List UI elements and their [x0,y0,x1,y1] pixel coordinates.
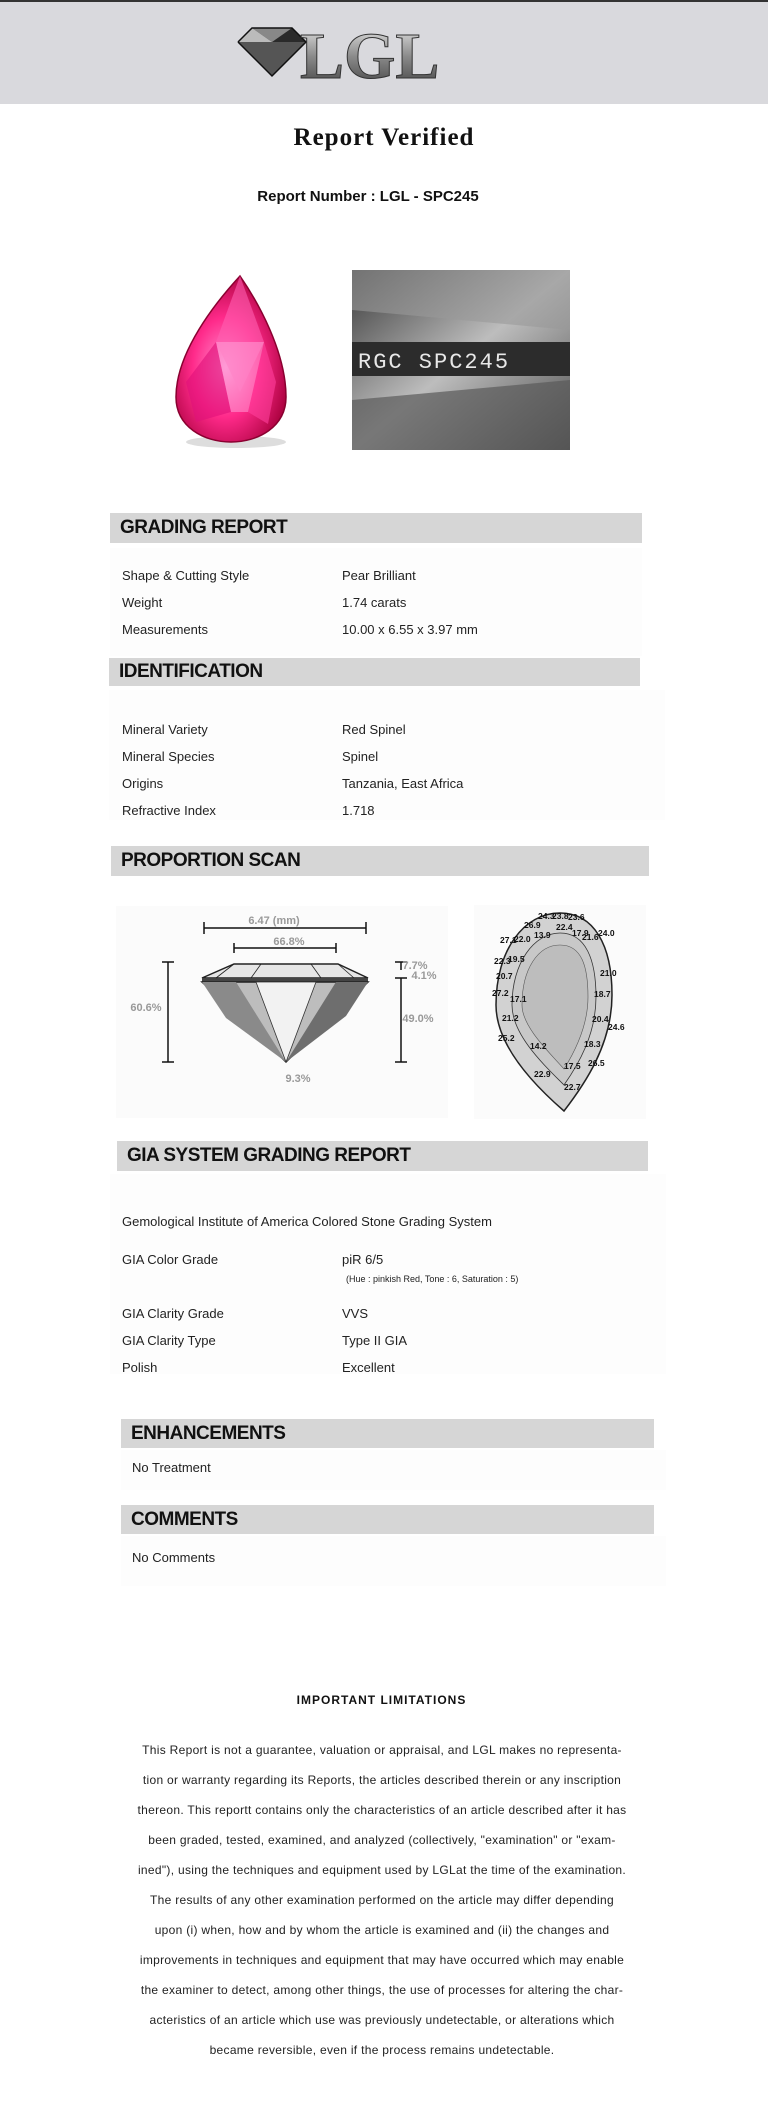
facet-value: 22.0 [514,934,531,944]
identification-label: Origins [122,776,164,791]
facet-value: 26.5 [588,1058,605,1068]
facet-value: 22.7 [564,1082,581,1092]
diamond-icon [238,28,306,76]
facet-value: 21.2 [502,1013,519,1023]
grading-value: 10.00 x 6.55 x 3.97 mm [342,622,478,637]
limitations-line: been graded, tested, examined, and analyzed (collectively, "examination" or "exam- [148,1833,616,1847]
profile-pavilion-label: 49.0% [402,1013,434,1025]
enhancements-heading: ENHANCEMENTS [121,1419,654,1448]
identification-label: Refractive Index [122,803,216,818]
limitations-text [112,1735,652,2065]
facet-value: 17.5 [564,1061,581,1071]
profile-girdle-label: 4.1% [411,970,437,982]
identification-value: Spinel [342,749,379,764]
grading-label: Measurements [122,622,208,637]
limitations-line: acteristics of an article which use was previously undetectable, or alterations which [149,2013,615,2027]
gem-photo [136,272,324,458]
limitations-line: tion or warranty regarding its Reports, the articles described therein or any inscription [142,1773,622,1787]
facet-value: 23.8 [552,911,569,921]
profile-crown-label: 7.7% [402,960,428,972]
inscription-text: RGC SPC245 [358,350,511,375]
limitations-line: became reversible, even if the process remains undetectable. [209,2043,555,2057]
gia-color-note: (Hue : pinkish Red, Tone : 6, Saturation : 5) [346,1274,519,1284]
identification-value: 1.718 [342,803,375,818]
limitations-line: ined"), using the techniques and equipment used by LGLat the time of the examination. [137,1863,627,1877]
profile-width-label: 6.47 (mm) [248,915,300,927]
report-number: Report Number : LGL - SPC245 [257,188,479,205]
facet-value: 20.4 [592,1014,609,1024]
facet-value: 22.3 [494,956,511,966]
facet-value: 18.3 [584,1039,601,1049]
gia-row-value: VVS [342,1306,369,1321]
gia-system-text: Gemological Institute of America Colored Stone Grading System [122,1214,492,1229]
logo-text: LGL [300,20,440,92]
facet-value: 24.3 [538,911,555,921]
gia-report-panel [110,1174,666,1374]
identification-panel [109,690,665,820]
grading-value: 1.74 carats [342,595,407,610]
profile-diagram [116,906,448,1118]
identification-label: Mineral Variety [122,722,208,737]
gia-report-heading: GIA SYSTEM GRADING REPORT [117,1141,648,1171]
grading-report-panel [110,548,642,656]
facet-value: 22.4 [556,922,573,932]
facet-value: 14.2 [530,1041,547,1051]
proportion-scan-heading: PROPORTION SCAN [111,846,649,876]
limitations-line: the examiner to detect, among other things, the use of processes for altering the char- [140,1983,624,1997]
gia-color-label: GIA Color Grade [122,1252,219,1267]
laser-inscription-photo [352,270,570,450]
limitations-line: improvements in techniques and equipment that may have occurred which may enable [139,1953,625,1967]
page-title: Report Verified [293,124,475,151]
facet-value: 20.7 [496,971,513,981]
facet-value: 24.0 [598,928,615,938]
facet-value: 26.9 [524,920,541,930]
limitations-line: This Report is not a guarantee, valuation or appraisal, and LGL makes no representa- [142,1743,622,1757]
limitations-line: The results of any other examination performed on the article may differ depending [150,1893,614,1907]
limitations-line: upon (i) when, how and by whom the article is examined and (ii) the changes and [154,1923,610,1937]
enhancements-text: No Treatment [132,1460,211,1475]
comments-heading: COMMENTS [121,1505,654,1534]
grading-label: Weight [122,595,163,610]
identification-label: Mineral Species [122,749,215,764]
gia-row-value: Excellent [342,1360,395,1375]
facet-value: 25.2 [498,1033,515,1043]
grading-value: Pear Brilliant [342,568,416,583]
facet-value: 27.1 [500,935,517,945]
facet-value: 17.1 [510,994,527,1004]
facet-value: 22.9 [534,1069,551,1079]
gia-row-label: Polish [122,1360,158,1375]
facet-value: 17.9 [572,928,589,938]
enhancements-panel [121,1450,666,1490]
comments-text: No Comments [132,1550,216,1565]
page-header [0,2,768,104]
grading-label: Shape & Cutting Style [122,568,250,583]
profile-table-label: 66.8% [273,936,305,948]
limitations-line: thereon. This reportt contains only the characteristics of an article described after it has [137,1803,627,1817]
identification-value: Red Spinel [342,722,406,737]
comments-panel [121,1536,666,1586]
profile-depth-label: 60.6% [130,1002,162,1014]
profile-culet-label: 9.3% [285,1073,311,1085]
grading-report-heading: GRADING REPORT [110,513,642,543]
limitations-heading: IMPORTANT LIMITATIONS [296,1693,467,1707]
gia-color-value: piR 6/5 [342,1252,384,1267]
facet-value: 21.0 [600,968,617,978]
facet-value: 19.5 [508,954,525,964]
identification-heading: IDENTIFICATION [109,658,640,686]
facet-value: 24.6 [608,1022,625,1032]
gia-row-value: Type II GIA [342,1333,408,1348]
facet-value: 13.9 [534,930,551,940]
facet-value: 21.6 [582,932,599,942]
gia-row-label: GIA Clarity Grade [122,1306,224,1321]
lgl-logo [230,14,500,92]
gia-row-label: GIA Clarity Type [122,1333,216,1348]
identification-value: Tanzania, East Africa [342,776,464,791]
facet-value: 18.7 [594,989,611,999]
facet-value: 27.2 [492,988,509,998]
pear-facet-diagram [474,905,646,1119]
facet-value: 23.6 [568,912,585,922]
